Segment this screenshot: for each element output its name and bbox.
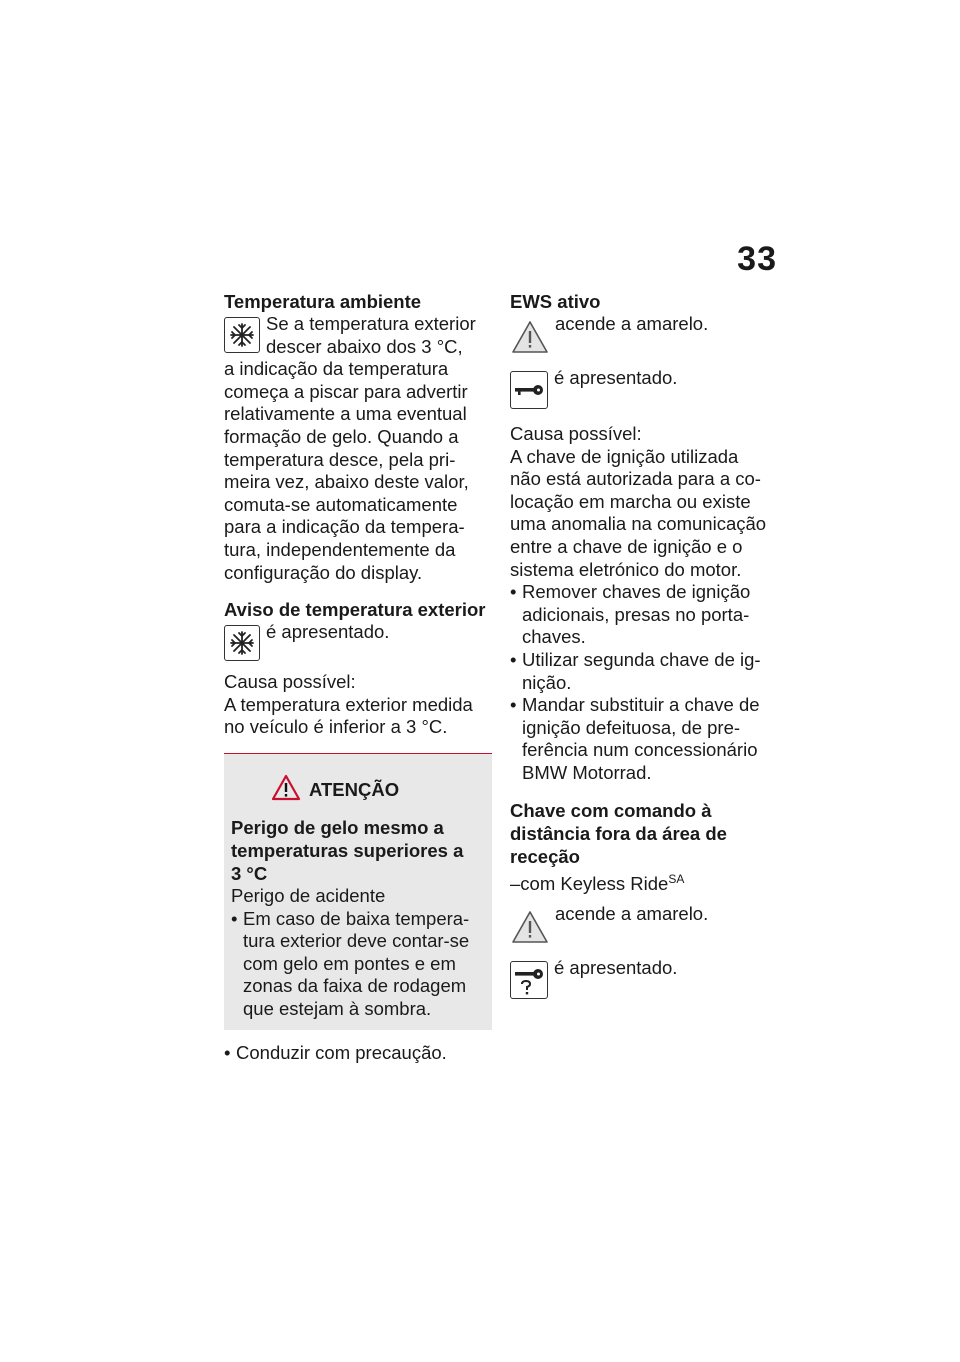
body-line: temperatura desce, pela pri- [224, 448, 456, 470]
section-keyless-out-of-range [510, 799, 778, 1004]
section-title: Temperatura ambiente [224, 291, 422, 312]
section-title-line: distância fora da área de [510, 822, 727, 844]
warning-heading-line: 3 °C [231, 862, 268, 884]
indicator-row [510, 903, 778, 951]
warning-title: ATENÇÃO [309, 778, 400, 800]
indicator-text: é apresentado. [266, 621, 390, 643]
cause-line: entre a chave de ignição e o [510, 535, 743, 557]
body-line: Se a temperatura exterior [266, 313, 476, 334]
warning-list [231, 908, 480, 1021]
right-column [510, 290, 778, 1017]
cause-label: Causa possível: [224, 671, 356, 693]
body-line: relativamente a uma eventual [224, 403, 467, 425]
indicator-row [510, 957, 778, 1003]
indicator-text: acende a amarelo. [555, 313, 709, 334]
cause-label: Causa possível: [510, 423, 642, 444]
body-line: para a indicação da tempera- [224, 516, 465, 538]
option-text: –com Keyless Ride [510, 872, 669, 894]
warning-heading-line: Perigo de gelo mesmo a [231, 816, 444, 838]
list-line: chaves. [522, 626, 586, 648]
body-line: comuta-se automaticamente [224, 493, 458, 515]
list-item: • Conduzir com precaução. [224, 1042, 492, 1065]
indicator-row [224, 621, 492, 665]
action-list [510, 581, 778, 784]
cause-line: não está autorizada para a co- [510, 468, 761, 490]
list-line: que estejam à sombra. [243, 997, 432, 1019]
section-title: EWS ativo [510, 291, 601, 312]
cause-line: locação em marcha ou existe [510, 490, 751, 512]
option-superscript: SA [668, 871, 685, 886]
action-list [224, 1042, 492, 1065]
section-outside-temp-warning [224, 598, 492, 739]
indicator-text: é apresentado. [554, 957, 678, 979]
warning-triangle-icon [510, 907, 550, 947]
section-ambient-temperature [224, 290, 492, 584]
section-title: Aviso de temperatura exterior [224, 599, 486, 621]
list-line: Utilizar segunda chave de ig- [522, 648, 761, 670]
list-line: zonas da faixa de rodagem [243, 975, 467, 997]
list-line: Remover chaves de ignição [522, 581, 751, 603]
option-note [510, 868, 778, 896]
list-line: nição. [522, 671, 572, 693]
body-line: meira vez, abaixo deste valor, [224, 471, 469, 493]
body-line: formação de gelo. Quando a [224, 425, 459, 447]
list-line: ignição defeituosa, de pre- [522, 716, 741, 738]
body-line: tura, independentemente da [224, 538, 456, 560]
list-line: Em caso de baixa tempera- [243, 907, 470, 929]
cause-line: A temperatura exterior medida [224, 693, 473, 715]
list-line: Mandar substituir a chave de [522, 694, 760, 716]
warning-header [231, 774, 480, 806]
warning-triangle-icon [271, 774, 301, 806]
list-item [510, 649, 778, 694]
body-line: descer abaixo dos 3 °C, [266, 335, 463, 357]
warning-risk: Perigo de acidente [231, 884, 386, 906]
list-item [510, 581, 778, 649]
indicator-text: acende a amarelo. [555, 903, 709, 925]
cause-line: uma anomalia na comunicação [510, 513, 767, 535]
key-question-icon [510, 961, 548, 999]
section-title-line: receção [510, 845, 580, 867]
key-icon [510, 371, 548, 409]
list-line: ferência num concessionário [522, 739, 758, 761]
cause-line: sistema eletrónico do motor. [510, 558, 742, 580]
cause-line: A chave de ignição utilizada [510, 445, 739, 467]
indicator-row [510, 313, 778, 361]
body-line: a indicação da temperatura [224, 358, 449, 380]
section-title-line: Chave com comando à [510, 799, 712, 821]
list-line: adicionais, presas no porta- [522, 603, 750, 625]
list-line: tura exterior deve contar-se [243, 930, 470, 952]
snowflake-icon [224, 625, 260, 661]
list-line: com gelo em pontes e em [243, 952, 456, 974]
body-line: começa a piscar para advertir [224, 380, 468, 402]
body-line: configuração do display. [224, 561, 423, 583]
page-number: 33 [737, 240, 777, 278]
section-ews-active [510, 290, 778, 785]
warning-triangle-icon [510, 317, 550, 357]
indicator-row [510, 367, 778, 413]
indicator-text: é apresentado. [554, 367, 678, 388]
cause-line: no veículo é inferior a 3 °C. [224, 716, 448, 738]
left-column [224, 290, 492, 1065]
snowflake-icon [224, 317, 260, 353]
list-item [510, 694, 778, 784]
list-item [231, 908, 480, 1021]
list-line: BMW Motorrad. [522, 761, 652, 783]
warning-box [224, 753, 492, 1031]
warning-heading-line: temperaturas superiores a [231, 839, 464, 861]
